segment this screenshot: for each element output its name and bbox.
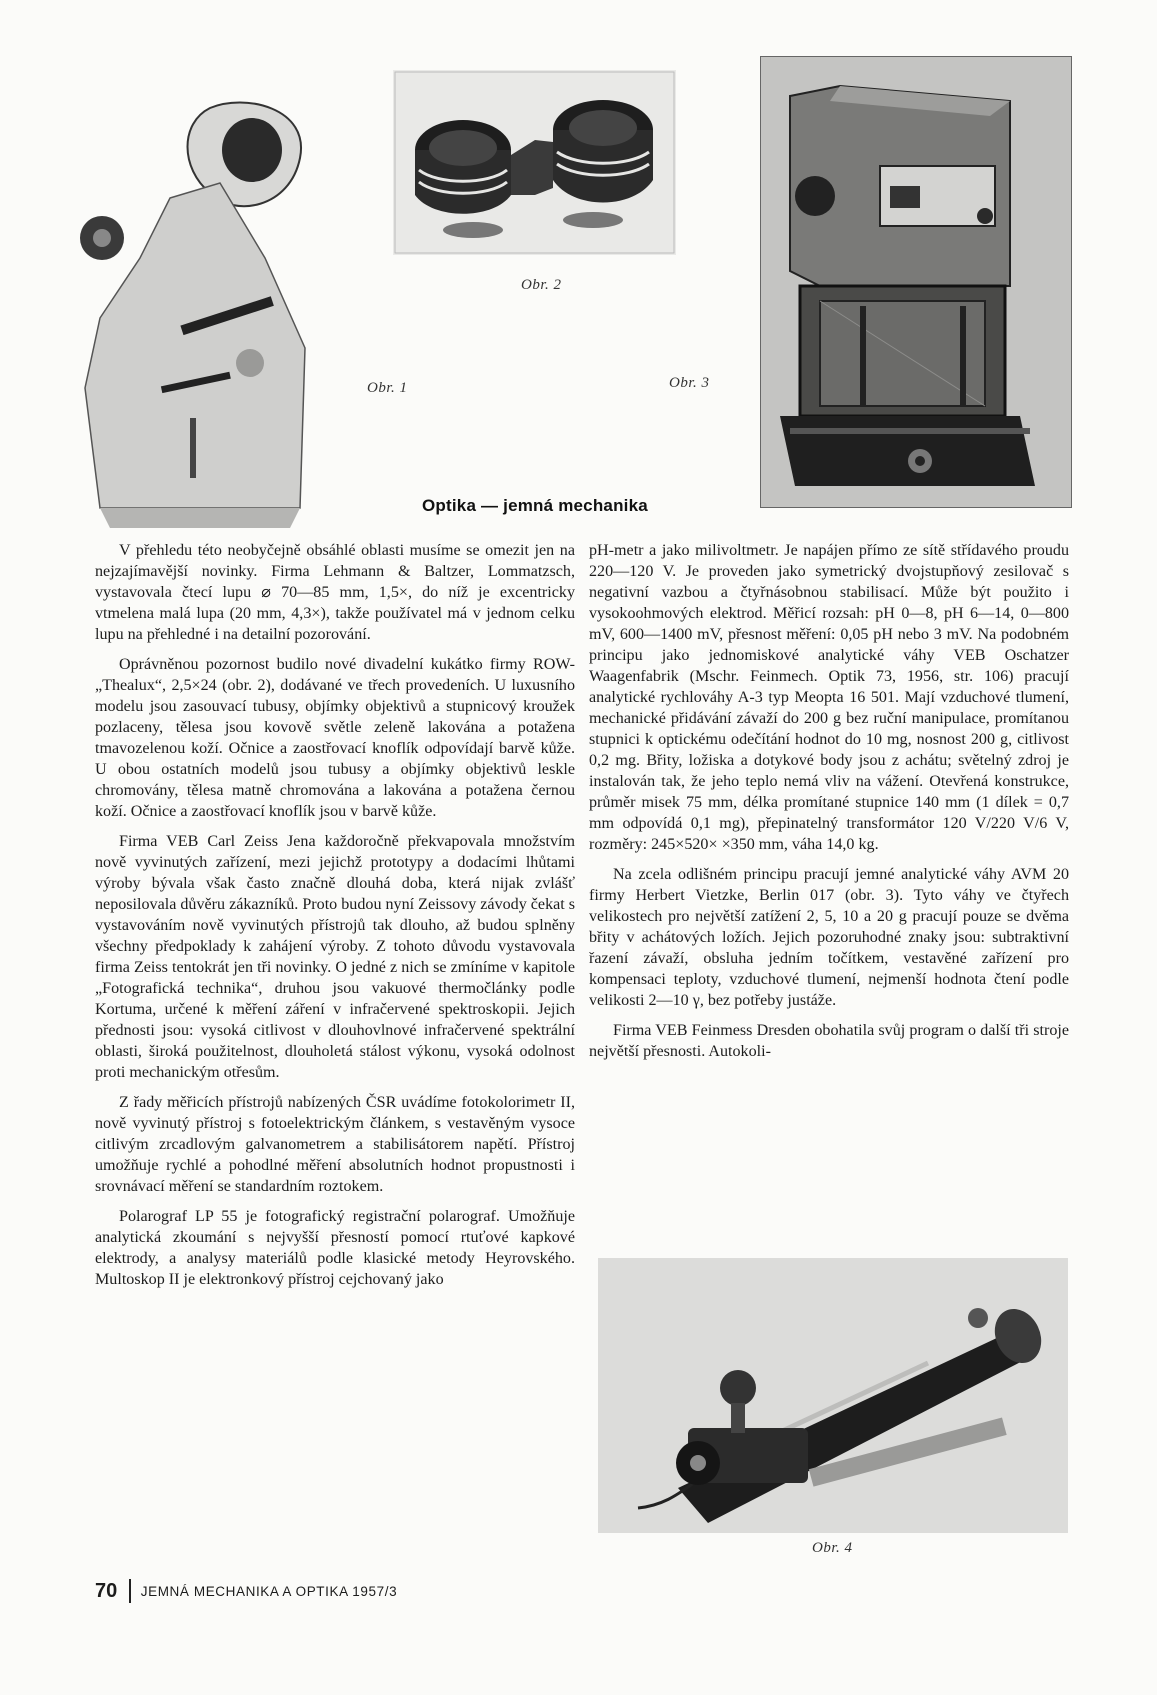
figure-1-caption: Obr. 1 xyxy=(367,380,408,396)
paragraph: V přehledu této neobyčejně obsáhlé oblasti musíme se omezit jen na nejzajímavější novinky. Firma Lehmann & Baltzer, Lommatzsch, vystavovala čtecí lupu ⌀ 70—85 mm, 1,5×, do níž je excentricky vtmelena malá lupa (20 mm, 4,3×), takže používatel má v jednom celku lupu na přehledné i na detailní pozorování. xyxy=(95,542,575,643)
paragraph: Z řady měřicích přístrojů nabízených ČSR uvádíme fotokolorimetr II, nově vyvinutý přístroj s fotoelektrickým článkem, s vestavěným vysoce citlivým zrcadlovým galvanometrem a stabilisátorem napětí. Přístroj umožňuje rychlé a pohodlné měření absolutních hodnot propustnosti i srovnávací měření se standardním roztokem. xyxy=(95,1094,575,1195)
journal-title: JEMNÁ MECHANIKA A OPTIKA 1957/3 xyxy=(140,1583,398,1599)
page-number: 70 xyxy=(95,1579,118,1602)
figure-3-photo xyxy=(760,56,1072,508)
paragraph: pH-metr a jako milivoltmetr. Je napájen přímo ze sítě střídavého proudu 220—120 V. Je proveden jako symetrický dvojstupňový zesilovač s negativní vazbou a čtyřnásobnou stabilisací. Může být použito i vysokoohmových elektrod. Měřicí rozsah: pH 0—8, pH 6—14, 0—800 mV, 600—1400 mV, přesnost měření: 0,05 pH nebo 3 mV. Na podobném principu jako jednomiskové analytické váhy VEB Oschatzer Waagenfabrik (Mschr. Feinmech. Optik 73, 1956, str. 106) pracují analytické rychlováhy A-3 typ Meopta 16 501. Mají vzduchové tlumení, mechanické přidávání závaží do 200 g bez ruční manipulace, promítanou stupnici k optickému odečítání hodnot do 10 mg, nosnost 200 g, citlivost 0,2 mg. Břity, ložiska a dotykové body jsou z achátu; světelný zdroj je instalován tak, že jeho teplo nemá vliv na vážení. Otevřená konstrukce, průměr misek 75 mm, délka promítané stupnice 140 mm (1 dílek = 0,7 mm odpovídá 0,1 mg), přepinatelný transformátor 120 V/220 V/6 V, rozměry: 245×520× ×350 mm, váha 14,0 kg. xyxy=(589,542,1069,853)
figure-3-caption: Obr. 3 xyxy=(669,375,710,391)
right-text-column xyxy=(589,540,1069,1062)
paragraph: Oprávněnou pozornost budilo nové divadelní kukátko firmy ROW-„Thealux“, 2,5×24 (obr. 2), dodávané ve třech provedeních. U luxusního modelu jsou zasouvací tubusy, objímky objektivů a stupnicový kroužek pozlaceny, tělesa jsou kovově světle zeleně lakována a potažena tmavozelenou koží. Očnice a zaostřovací knoflík odpovídají barvě kůže. U obou ostatních modelů jsou tubusy a objímky objektivů leskle chromovány, tělesa matně chromována a lakována a potažena černou koží. Očnice a zaostřovací knoflík jsou v barvě kůže. xyxy=(95,656,575,820)
figure-1-photo xyxy=(60,88,310,533)
paragraph: Polarograf LP 55 je fotografický registrační polarograf. Umožňuje analytická zkoumání s nejvyšší přesností pomocí rtuťové kapkové elektrody, a analysy materiálů podle klasické metody Heyrovského. Multoskop II je elektronkový přístroj cejchovaný jako xyxy=(95,1208,575,1288)
figure-4-photo xyxy=(598,1258,1068,1533)
figure-2-photo xyxy=(393,70,676,255)
figure-4-caption: Obr. 4 xyxy=(812,1540,853,1556)
footer-divider xyxy=(129,1579,131,1603)
left-text-column xyxy=(95,540,575,1290)
figure-2-caption: Obr. 2 xyxy=(521,277,562,293)
section-heading: Optika — jemná mechanika xyxy=(422,496,648,515)
page-footer xyxy=(95,1578,397,1604)
paragraph: Firma VEB Carl Zeiss Jena každoročně překvapovala množstvím nově vyvinutých zařízení, mezi jejichž prototypy a dodacími lhůtami výroby bývala však často značně dlouhá doba, která nijak zvlášť neposilovala důvěru zákazníků. Proto budou nyní Zeissovy závody čekat s vystavováním nově vyvinutých přístrojů tak dlouho, až budou splněny všechny předpoklady k zahájení výroby. Z tohoto důvodu vystavovala firma Zeiss tentokrát jen tři novinky. O jedné z nich se zmíníme v kapitole „Fotografická technika“, druhou jsou vakuové thermočlánky podle Kortuma, určené k měření záření v infračervené spektroskopii. Jejich přednosti jsou: vysoká citlivost v dlouhovlnové infračervené spektrální oblasti, široká použitelnost, dlouholetá stálost výkonu, vysoká odolnost proti mechanickým otřesům. xyxy=(95,833,576,1081)
paragraph: Na zcela odlišném principu pracují jemné analytické váhy AVM 20 firmy Herbert Vietzke, Berlin 017 (obr. 3). Tyto váhy ve čtyřech velikostech pro největší zatížení 2, 5, 10 a 20 g pracují pouze se dvěma břity v achátových ložích. Jejich pozoruhodné znaky jsou: subtraktivní řazení závaží, obsluha jedním točítkem, vestavěné zařízení pro kompensaci teploty, vzduchové tlumení, nejmenší hodnota čtení podle velikosti 2—10 γ, bez potřeby justáže. xyxy=(589,866,1069,1009)
paragraph: Firma VEB Feinmess Dresden obohatila svůj program o další tři stroje největší přesnosti. Autokoli- xyxy=(589,1022,1069,1060)
